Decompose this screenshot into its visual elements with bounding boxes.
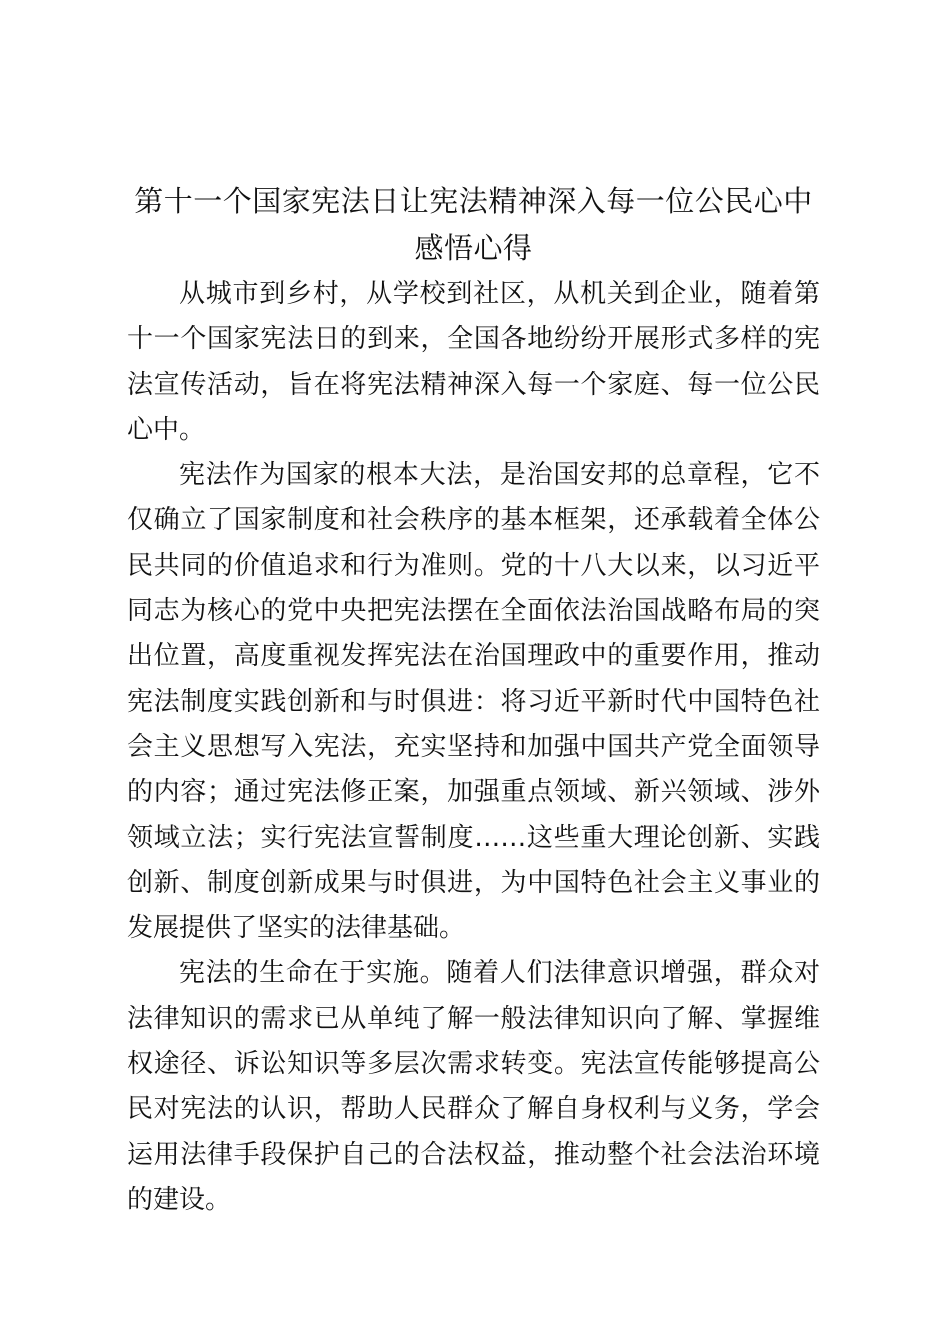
document-content xyxy=(127,178,820,1223)
paragraph-3: 宪法的生命在于实施。随着人们法律意识增强，群众对法律知识的需求已从单纯了解一般法律知识向了解、掌握维权途径、诉讼知识等多层次需求转变。宪法宣传能够提高公民对宪法的认识，帮助人民群众了解自身权利与义务，学会运用法律手段保护自己的合法权益，推动整个社会法治环境的建设。 xyxy=(127,958,820,1215)
document-title: 第十一个国家宪法日让宪法精神深入每一位公民心中感悟心得 xyxy=(134,184,813,265)
paragraph-2: 宪法作为国家的根本大法，是治国安邦的总章程，它不仅确立了国家制度和社会秩序的基本框架，还承载着全体公民共同的价值追求和行为准则。党的十八大以来，以习近平同志为核心的党中央把宪法摆在全面依法治国战略布局的突出位置，高度重视发挥宪法在治国理政中的重要作用，推动宪法制度实践创新和与时俱进：将习近平新时代中国特色社会主义思想写入宪法，充实坚持和加强中国共产党全面领导的内容；通过宪法修正案，加强重点领域、新兴领域、涉外领域立法；实行宪法宣誓制度……这些重大理论创新、实践创新、制度创新成果与时俱进，为中国特色社会主义事业的发展提供了坚实的法律基础。 xyxy=(127,460,820,944)
paragraph-1: 从城市到乡村，从学校到社区，从机关到企业，随着第十一个国家宪法日的到来，全国各地纷纷开展形式多样的宪法宣传活动，旨在将宪法精神深入每一个家庭、每一位公民心中。 xyxy=(127,279,820,445)
document-body xyxy=(127,272,820,1223)
